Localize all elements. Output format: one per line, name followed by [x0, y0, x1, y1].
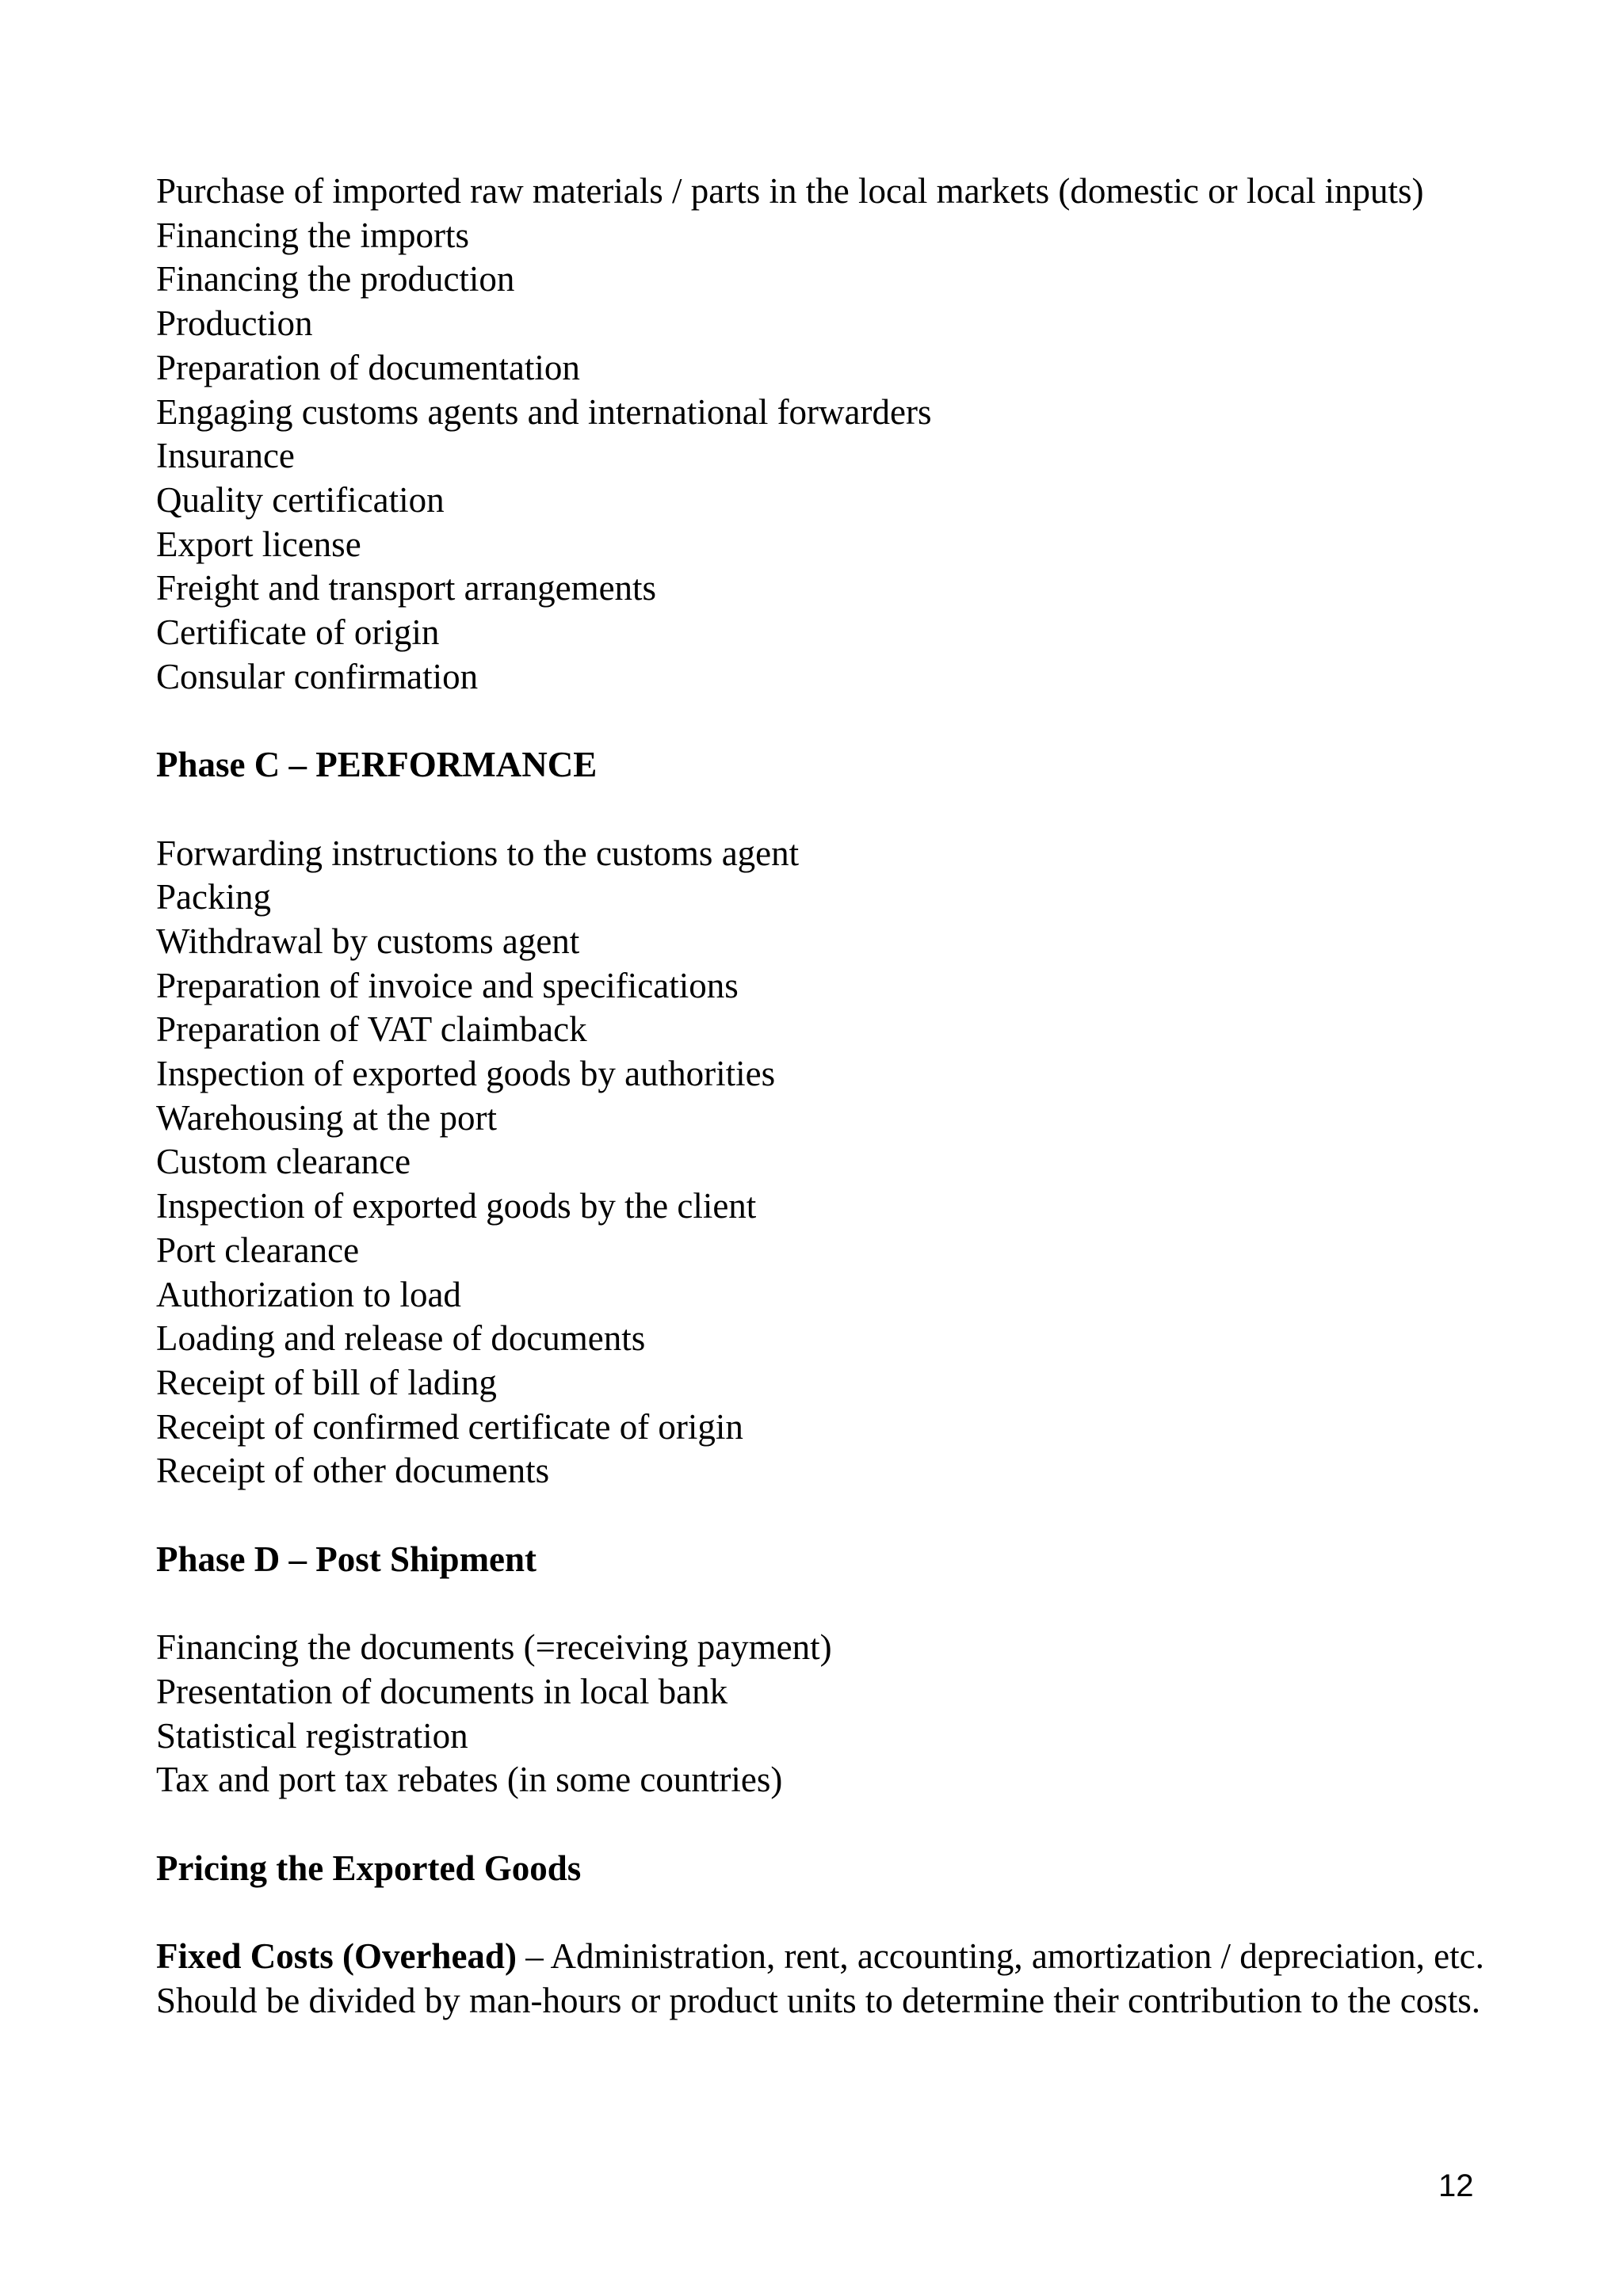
list-item: Inspection of exported goods by authorities	[156, 1054, 776, 1094]
pricing-heading: Pricing the Exported Goods	[156, 1848, 582, 1888]
list-item: Purchase of imported raw materials / parts in the local markets (domestic or local inputs)	[156, 171, 1424, 211]
phase-c-list	[156, 832, 1487, 1494]
list-item: Statistical registration	[156, 1715, 468, 1756]
list-item: Receipt of bill of lading	[156, 1362, 497, 1402]
list-item: Presentation of documents in local bank	[156, 1671, 728, 1711]
list-item: Loading and release of documents	[156, 1318, 646, 1359]
list-item: Quality certification	[156, 479, 445, 520]
fixed-costs-term: Fixed Costs (Overhead)	[156, 1936, 517, 1977]
list-item: Preparation of documentation	[156, 347, 580, 387]
list-item: Consular confirmation	[156, 656, 479, 696]
page-number: 12	[1438, 2168, 1474, 2203]
phase-b-list	[156, 170, 1487, 699]
list-item: Inspection of exported goods by the client	[156, 1186, 757, 1226]
list-item: Preparation of invoice and specifications	[156, 965, 739, 1005]
list-item: Warehousing at the port	[156, 1097, 498, 1138]
fixed-costs-paragraph	[156, 1935, 1487, 2023]
list-item: Withdrawal by customs agent	[156, 921, 580, 961]
list-item: Authorization to load	[156, 1274, 461, 1314]
list-item: Financing the production	[156, 259, 515, 299]
list-item: Financing the documents (=receiving payment)	[156, 1627, 832, 1668]
list-item: Receipt of other documents	[156, 1451, 550, 1491]
list-item: Financing the imports	[156, 215, 469, 255]
list-item: Engaging customs agents and international forwarders	[156, 391, 932, 432]
list-item: Forwarding instructions to the customs agent	[156, 833, 800, 873]
list-item: Export license	[156, 524, 361, 564]
list-item: Preparation of VAT claimback	[156, 1009, 587, 1050]
list-item: Insurance	[156, 436, 295, 476]
document-page	[156, 170, 1487, 2023]
list-item: Custom clearance	[156, 1142, 411, 1182]
phase-d-heading: Phase D – Post Shipment	[156, 1539, 537, 1579]
list-item: Freight and transport arrangements	[156, 568, 657, 608]
list-item: Receipt of confirmed certificate of origin	[156, 1406, 743, 1447]
list-item: Tax and port tax rebates (in some countries)	[156, 1760, 783, 1800]
phase-c-heading: Phase C – PERFORMANCE	[156, 745, 598, 785]
list-item: Production	[156, 303, 313, 344]
list-item: Certificate of origin	[156, 612, 440, 653]
list-item: Packing	[156, 877, 271, 917]
list-item: Port clearance	[156, 1230, 360, 1270]
phase-d-list	[156, 1626, 1487, 1802]
fixed-costs-text: – Administration, rent, accounting, amortization / depreciation, etc. Should be divided by man-hours or product units to determine their contribution to the costs.	[156, 1936, 1484, 2020]
